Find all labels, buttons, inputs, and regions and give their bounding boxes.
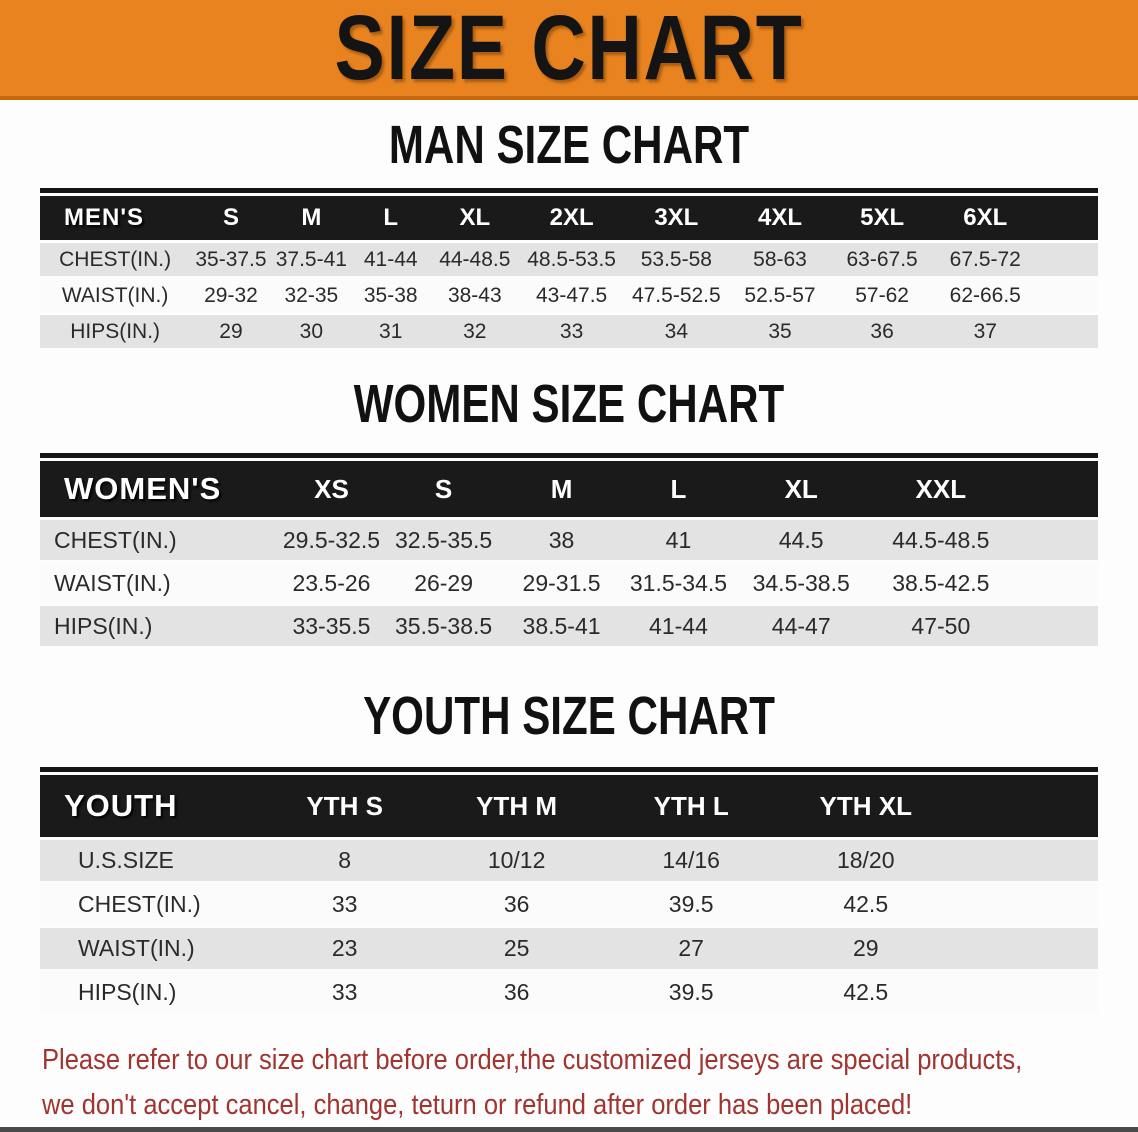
bottom-edge-line: [0, 1127, 1138, 1132]
size-value-cell: 36: [429, 884, 604, 925]
disclaimer-line-2: we don't accept cancel, change, teturn or refund after order has been placed!: [42, 1089, 913, 1121]
row-label-cell: CHEST(IN.): [40, 520, 279, 560]
size-value-cell: 37: [933, 315, 1038, 348]
spacer-cell: [953, 884, 1098, 925]
spacer-cell: [1016, 520, 1098, 560]
measurement-row: [40, 243, 1098, 276]
size-value-cell: 38.5-41: [503, 606, 619, 646]
size-value-cell: 57-62: [831, 279, 933, 312]
row-label-cell: U.S.SIZE: [40, 840, 260, 881]
measurement-row: [40, 840, 1098, 881]
size-value-cell: 30: [272, 315, 351, 348]
size-column-header: YTH M: [429, 775, 604, 837]
spacer-cell: [1016, 461, 1098, 517]
size-value-cell: 41-44: [620, 606, 737, 646]
group-label-cell: YOUTH: [40, 775, 260, 837]
size-value-cell: 38: [503, 520, 619, 560]
size-column-header: XL: [737, 461, 865, 517]
size-column-header: 5XL: [831, 196, 933, 240]
table-header-row: [40, 775, 1098, 837]
row-label-cell: HIPS(IN.): [40, 606, 279, 646]
size-column-header: XXL: [865, 461, 1016, 517]
size-value-cell: 36: [831, 315, 933, 348]
size-value-cell: 43-47.5: [519, 279, 624, 312]
spacer-cell: [953, 972, 1098, 1013]
size-value-cell: 67.5-72: [933, 243, 1038, 276]
size-value-cell: 39.5: [604, 972, 779, 1013]
men-size-table-wrap: [40, 188, 1098, 351]
size-value-cell: 31: [351, 315, 430, 348]
youth-size-table: [40, 772, 1098, 1016]
section-heading-women: WOMEN SIZE CHART: [353, 374, 785, 434]
size-value-cell: 44-48.5: [430, 243, 519, 276]
size-value-cell: 31.5-34.5: [620, 563, 737, 603]
size-value-cell: 29: [778, 928, 953, 969]
size-value-cell: 44.5-48.5: [865, 520, 1016, 560]
size-value-cell: 34: [624, 315, 729, 348]
size-value-cell: 41-44: [351, 243, 430, 276]
spacer-cell: [953, 840, 1098, 881]
size-value-cell: 33: [260, 884, 429, 925]
disclaimer-line-1: Please refer to our size chart before order,the customized jerseys are special products,: [42, 1044, 1023, 1076]
size-chart-banner: [0, 0, 1138, 100]
size-value-cell: 29.5-32.5: [279, 520, 384, 560]
section-heading-man: MAN SIZE CHART: [388, 115, 750, 175]
size-column-header: XS: [279, 461, 384, 517]
size-value-cell: 29-32: [190, 279, 271, 312]
group-label-cell: MEN'S: [40, 196, 190, 240]
size-value-cell: 26-29: [384, 563, 504, 603]
size-value-cell: 32: [430, 315, 519, 348]
spacer-cell: [1016, 606, 1098, 646]
row-label-cell: WAIST(IN.): [40, 928, 260, 969]
size-column-header: XL: [430, 196, 519, 240]
spacer-cell: [1038, 196, 1098, 240]
size-value-cell: 35-38: [351, 279, 430, 312]
size-column-header: 3XL: [624, 196, 729, 240]
women-size-table-wrap: [40, 453, 1098, 649]
men-size-table: [40, 193, 1098, 351]
size-column-header: S: [190, 196, 271, 240]
size-value-cell: 41: [620, 520, 737, 560]
size-value-cell: 44-47: [737, 606, 865, 646]
size-value-cell: 47-50: [865, 606, 1016, 646]
size-value-cell: 10/12: [429, 840, 604, 881]
size-column-header: 6XL: [933, 196, 1038, 240]
spacer-cell: [1016, 563, 1098, 603]
size-value-cell: 63-67.5: [831, 243, 933, 276]
row-label-cell: WAIST(IN.): [40, 279, 190, 312]
table-header-row: [40, 196, 1098, 240]
size-column-header: M: [503, 461, 619, 517]
row-label-cell: HIPS(IN.): [40, 972, 260, 1013]
size-value-cell: 36: [429, 972, 604, 1013]
size-value-cell: 38.5-42.5: [865, 563, 1016, 603]
size-value-cell: 42.5: [778, 884, 953, 925]
size-value-cell: 23: [260, 928, 429, 969]
size-value-cell: 37.5-41: [272, 243, 351, 276]
spacer-cell: [1038, 243, 1098, 276]
banner-title: SIZE CHART: [334, 0, 804, 99]
row-label-cell: HIPS(IN.): [40, 315, 190, 348]
size-column-header: YTH L: [604, 775, 779, 837]
measurement-row: [40, 884, 1098, 925]
size-column-header: YTH S: [260, 775, 429, 837]
row-label-cell: CHEST(IN.): [40, 243, 190, 276]
size-value-cell: 32-35: [272, 279, 351, 312]
spacer-cell: [953, 775, 1098, 837]
measurement-row: [40, 972, 1098, 1013]
size-value-cell: 62-66.5: [933, 279, 1038, 312]
size-value-cell: 25: [429, 928, 604, 969]
disclaimer-text: [42, 1038, 1138, 1128]
size-value-cell: 35.5-38.5: [384, 606, 504, 646]
size-value-cell: 29-31.5: [503, 563, 619, 603]
size-value-cell: 52.5-57: [729, 279, 832, 312]
size-value-cell: 29: [190, 315, 271, 348]
measurement-row: [40, 520, 1098, 560]
size-value-cell: 18/20: [778, 840, 953, 881]
measurement-row: [40, 279, 1098, 312]
size-column-header: S: [384, 461, 504, 517]
size-column-header: YTH XL: [778, 775, 953, 837]
size-value-cell: 33-35.5: [279, 606, 384, 646]
measurement-row: [40, 606, 1098, 646]
size-column-header: L: [620, 461, 737, 517]
size-value-cell: 48.5-53.5: [519, 243, 624, 276]
size-value-cell: 33: [519, 315, 624, 348]
size-value-cell: 47.5-52.5: [624, 279, 729, 312]
size-value-cell: 33: [260, 972, 429, 1013]
size-value-cell: 42.5: [778, 972, 953, 1013]
row-label-cell: CHEST(IN.): [40, 884, 260, 925]
group-label-cell: WOMEN'S: [40, 461, 279, 517]
youth-size-table-wrap: [40, 767, 1098, 1016]
size-value-cell: 39.5: [604, 884, 779, 925]
measurement-row: [40, 928, 1098, 969]
measurement-row: [40, 315, 1098, 348]
section-heading-youth: YOUTH SIZE CHART: [363, 686, 775, 746]
spacer-cell: [953, 928, 1098, 969]
size-value-cell: 23.5-26: [279, 563, 384, 603]
size-column-header: 2XL: [519, 196, 624, 240]
spacer-cell: [1038, 279, 1098, 312]
size-value-cell: 35-37.5: [190, 243, 271, 276]
table-header-row: [40, 461, 1098, 517]
size-column-header: 4XL: [729, 196, 832, 240]
size-value-cell: 35: [729, 315, 832, 348]
row-label-cell: WAIST(IN.): [40, 563, 279, 603]
size-column-header: L: [351, 196, 430, 240]
size-value-cell: 34.5-38.5: [737, 563, 865, 603]
size-value-cell: 14/16: [604, 840, 779, 881]
size-value-cell: 44.5: [737, 520, 865, 560]
size-value-cell: 32.5-35.5: [384, 520, 504, 560]
size-column-header: M: [272, 196, 351, 240]
size-value-cell: 38-43: [430, 279, 519, 312]
women-size-table: [40, 458, 1098, 649]
size-value-cell: 27: [604, 928, 779, 969]
measurement-row: [40, 563, 1098, 603]
size-value-cell: 53.5-58: [624, 243, 729, 276]
size-value-cell: 8: [260, 840, 429, 881]
size-value-cell: 58-63: [729, 243, 832, 276]
spacer-cell: [1038, 315, 1098, 348]
